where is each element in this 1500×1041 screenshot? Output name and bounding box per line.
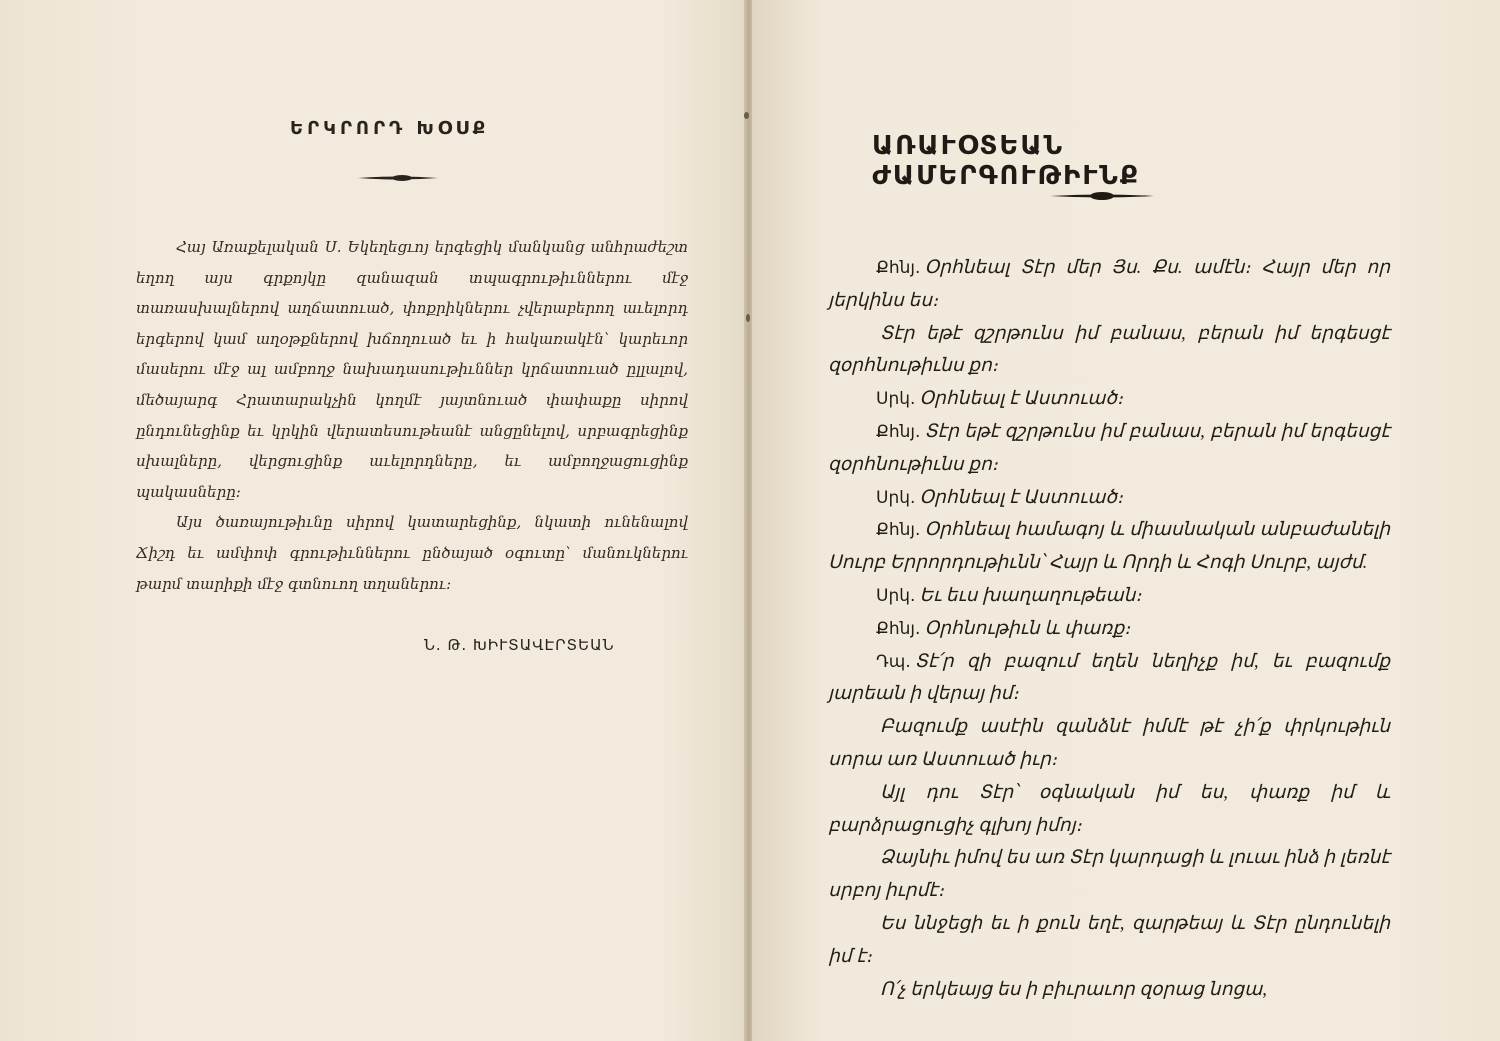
verse-text: Այլ դու Տէր՝ օգնական իմ ես, փառք իմ և բարձրացուցիչ գլխոյ իմոյ։ <box>828 781 1390 836</box>
verse <box>828 613 1390 646</box>
verse-text: Ձայնիւ իմով ես առ Տէր կարդացի և լուաւ ինձ ի լեռնէ սրբոյ իւրմէ։ <box>828 847 1390 902</box>
verse-text: Օրհնեալ է Աստուած։ <box>919 486 1124 508</box>
verse-text: Ես ննջեցի եւ ի քուն եղէ, զարթեայ և Տէր ընդունելի իմ է։ <box>828 912 1390 967</box>
verse-text: Տէր եթէ զշրթունս իմ բանաս, բերան իմ երգեսցէ զօրհնութիւնս քո։ <box>828 322 1390 377</box>
verse <box>828 252 1390 318</box>
verse <box>828 777 1390 843</box>
verse-text: Օրհնեալ է Աստուած։ <box>919 388 1124 410</box>
verse-text: Ո՛չ երկեայց ես ի բիւրաւոր զօրաց նոցա, <box>880 978 1267 1000</box>
verse <box>828 318 1390 384</box>
verse <box>828 908 1390 974</box>
verse-speaker: Քհնյ. <box>876 520 921 541</box>
verse-speaker: Սրկ. <box>876 389 916 410</box>
verse <box>828 383 1390 416</box>
verse <box>828 711 1390 777</box>
verse <box>828 646 1390 712</box>
verse-speaker: Սրկ. <box>876 487 916 508</box>
verse <box>828 416 1390 482</box>
ornamental-rule <box>1050 190 1154 200</box>
verse-speaker: Քհնյ. <box>876 618 921 639</box>
author-signature: Ն. Թ. ԽԻՒՏԱՎԷՐՏԵԱՆ <box>424 636 615 654</box>
verse-text: Եւ եւս խաղաղութեան։ <box>919 584 1142 606</box>
verse <box>828 974 1390 1007</box>
verse <box>828 842 1390 908</box>
ornamental-rule <box>358 173 438 183</box>
preface-text <box>136 232 688 599</box>
verse-text: Տէր եթէ զշրթունս իմ բանաս, բերան իմ երգեսցէ զօրհնութիւնս քո։ <box>828 420 1390 475</box>
verse-text: Օրհնեալ համագոյ և միասնական անբաժանելի Սուրբ Երրորդութիւնն՝ Հայր և Որդի և Հոգի Սուրբ, այժմ. <box>828 519 1390 574</box>
preface-paragraph: Այս ծառայութիւնը սիրով կատարեցինք, նկատի ունենալով Ճիշդ եւ ամփոփ գրութիւններու ընծայած օգուտը՝ մանուկներու թարմ տարիքի մէջ գտնուող տղաներու։ <box>136 513 688 593</box>
verse-text: Տէ՛ր զի բազում եղեն նեղիչք իմ, եւ բազումք յարեան ի վերայ իմ։ <box>828 650 1390 705</box>
verse-text: Օրհնութիւն և փառք։ <box>924 617 1131 639</box>
paper-speck <box>746 314 750 322</box>
verse <box>828 514 1390 580</box>
verse <box>828 482 1390 515</box>
liturgy-text <box>828 252 1390 1006</box>
left-page <box>0 0 748 1041</box>
verse-speaker: Քհնյ. <box>876 258 921 278</box>
verse-speaker: Սրկ. <box>876 585 916 606</box>
verse <box>828 580 1390 613</box>
right-page-title: ԱՌԱՒՕՏԵԱՆ ԺԱՄԵՐԳՈՒԹԻՒՆՔ <box>872 131 1141 191</box>
paper-speck <box>744 112 749 119</box>
preface-paragraph: Հայ Առաքելական Ս. Եկեղեցւոյ երգեցիկ մանկանց անհրաժեշտ եղող այս գրքոյկը զանազան տպագրութիւններու մէջ տառասխալներով աղճատուած, փոքրիկներու չվերաբերող աւելորդ երգերով կամ աղօթքներով խճողուած եւ ի հակառակէն՝ կարեւոր մասերու մէջ ալ ամբողջ նախադասութիւններ կրճատուած ըլլալով, մեծայարգ Հրատարակչին կողմէ յայտնուած փափաքը սիրով ընդունեցինք եւ կրկին վերատեսութեանէ անցընելով, սրբագրեցինք սխալները, վերցուցինք աւելորդները, եւ ամբողջացուցինք պակասները։ <box>136 238 688 501</box>
verse-text: Օրհնեալ Տէր մեր Յս. Քս. ամէն։ Հայր մեր որ յերկինս ես։ <box>828 257 1390 311</box>
verse-text: Բազումք ասէին զանձնէ իմմէ թէ չի՛ք փրկութիւն սորա առ Աստուած իւր։ <box>828 716 1390 770</box>
verse-speaker: Քհնյ. <box>876 421 921 442</box>
left-page-title: ԵՐԿՐՈՐԴ ԽՕՍՔ <box>290 118 490 139</box>
verse-speaker: Դպ. <box>876 651 911 672</box>
